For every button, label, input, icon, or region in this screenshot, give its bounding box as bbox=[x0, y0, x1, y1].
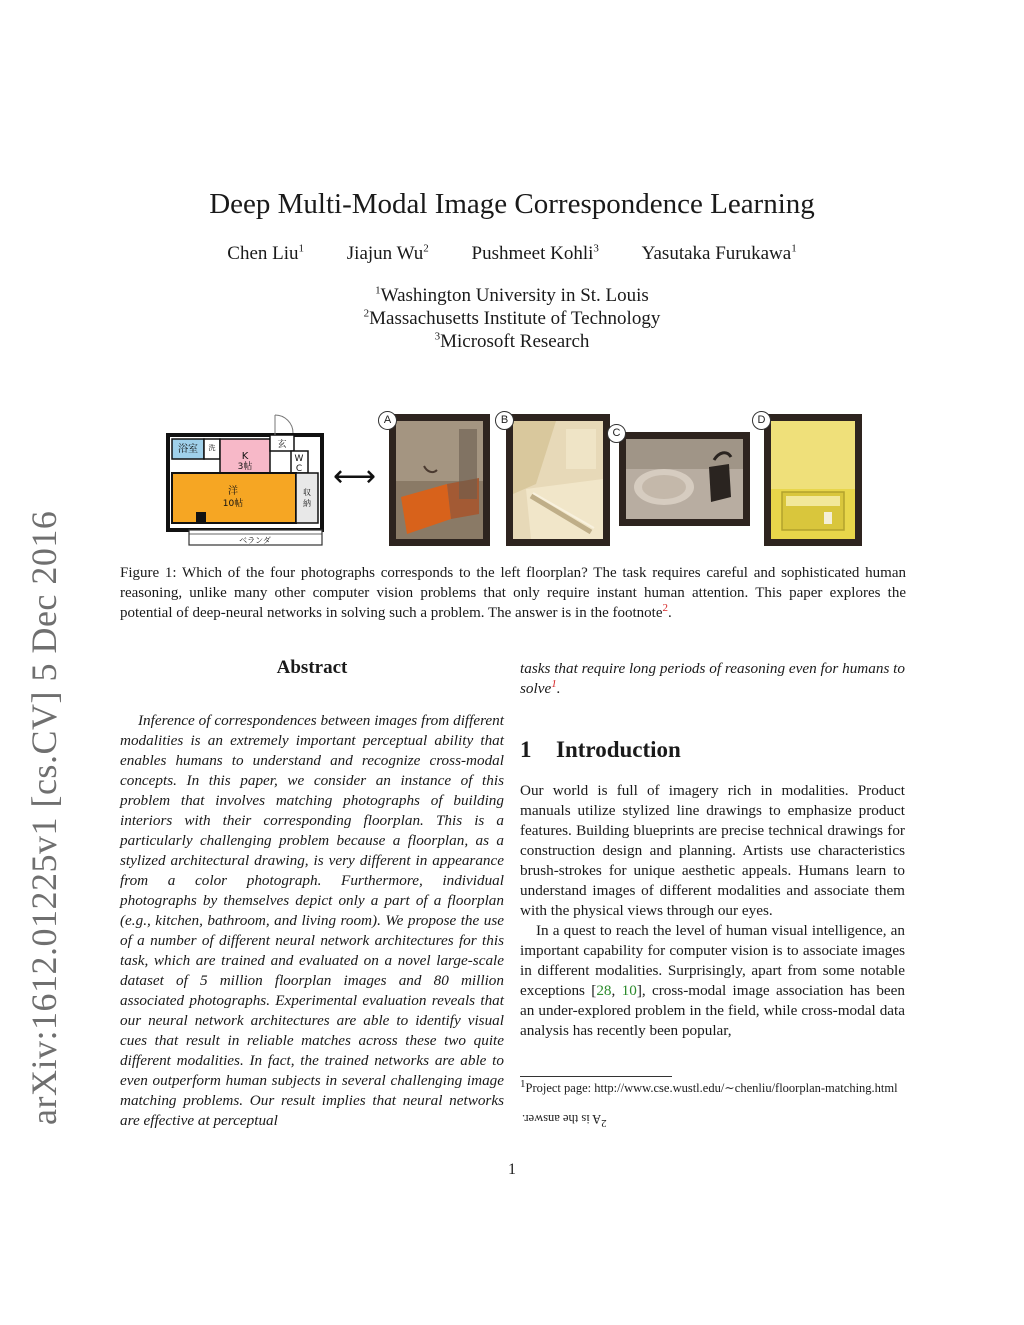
abstract-continuation: tasks that require long periods of reasoning even for humans to solve$^1$. bbox=[520, 660, 905, 697]
figure-1 bbox=[120, 400, 910, 560]
affiliation: $^1$Washington University in St. Louis bbox=[375, 284, 649, 306]
floorplan-label: 浴室 bbox=[178, 444, 198, 455]
affiliation: $^3$Microsoft Research bbox=[434, 330, 590, 352]
figure-caption: Figure 1: Which of the four photographs corresponds to the left floorplan? The task requires careful and sophisticated human reasoning, unlike many other computer vision problems that only require instant human attention. This paper explores the potential of deep-neural networks in solving such a problem. The answer is in the footnote$^2$. bbox=[120, 565, 906, 621]
footnote-divider bbox=[520, 1076, 672, 1077]
floorplan-label: 洋 bbox=[228, 486, 238, 497]
abstract-text: Inference of correspondences between images from different modalities is an extremely important perceptual ability that enables humans to understand and recognize cross-modal concepts. In this paper, we consider an instance of this problem that involves matching photographs of building interiors with their corresponding floorplan. This is a particularly challenging problem because a floorplan, as a stylized architectural drawing, is very different in appearance from a color photograph. Furthermore, individual photographs by themselves depict only a part of a floorplan (e.g., kitchen, bathroom, and living room). We propose the use of a number of different neural network architectures for this task, which are trained and evaluated on a novel large-scale dataset of 5 million floorplan images and 80 million associated photographs. Experimental evaluation reveals that our neural network architectures are able to identify visual cues that result in reliable matches across these two quite different modalities. In fact, the trained networks are able to even outperform human subjects in several challenging image matching problems. Our result implies that neural networks are effective at perceptual bbox=[120, 712, 504, 1129]
floorplan-label: 3帖 bbox=[237, 462, 253, 472]
paper-title: Deep Multi-Modal Image Correspondence Learning bbox=[209, 188, 815, 220]
affiliations bbox=[0, 284, 1024, 353]
floorplan-label: 収 bbox=[303, 488, 311, 497]
section-heading: 1 Introduction bbox=[520, 737, 681, 762]
photo-label-b: B bbox=[495, 411, 514, 430]
footnote-1: $^1$Project page: http://www.cse.wustl.edu/∼chenliu/floorplan-matching.html bbox=[520, 1077, 898, 1095]
photo-label-a: A bbox=[378, 411, 397, 430]
photo-c bbox=[619, 432, 750, 526]
floorplan-label: C bbox=[295, 464, 303, 474]
floorplan-label: 洗 bbox=[208, 444, 216, 452]
photo-b bbox=[506, 414, 610, 546]
author: Yasutaka Furukawa$^1$ bbox=[641, 242, 797, 264]
author: Pushmeet Kohli$^3$ bbox=[471, 242, 599, 264]
citation-link[interactable]: 10 bbox=[621, 982, 637, 999]
floorplan-label: K bbox=[241, 451, 249, 462]
photo-label-c: C bbox=[607, 424, 626, 443]
floorplan-label: W bbox=[294, 454, 304, 464]
photo-label-d: D bbox=[752, 411, 771, 430]
paragraph: In a quest to reach the level of human visual intelligence, an important capability for computer vision is to associate images in different modalities. Surprisingly, apart from some notable exceptions [28, 10], cross-modal image association has been an under-explored problem in the field, while cross-modal data analysis has recently been popular, bbox=[520, 922, 906, 1039]
footnote-ref[interactable]: 1 bbox=[551, 677, 557, 690]
floorplan-label: ベランダ bbox=[239, 536, 271, 545]
author: Jiajun Wu$^2$ bbox=[346, 242, 429, 264]
photo-d bbox=[764, 414, 862, 546]
paragraph: Our world is full of imagery rich in modalities. Product manuals utilize stylized line drawings to emphasize product features. Building blueprints are precise technical drawings for construction design and planning. Artists use characteristics brush-strokes for unique aesthetic appeals. Humans learn to understand images of different modalities and associate them with the physical views through our eyes. bbox=[520, 782, 905, 919]
page-number: 1 bbox=[508, 1161, 516, 1178]
arxiv-identifier: arXiv:1612.01225v1 [cs.CV] 5 Dec 2016 bbox=[24, 510, 64, 1125]
floorplan-label: 玄 bbox=[277, 440, 287, 450]
introduction-body bbox=[520, 781, 905, 1041]
double-arrow-icon: ⟷ bbox=[333, 459, 377, 494]
author-list bbox=[0, 243, 1024, 265]
citation-link[interactable]: 28 bbox=[596, 982, 612, 999]
author: Chen Liu$^1$ bbox=[227, 242, 305, 264]
photo-a bbox=[389, 414, 490, 546]
floorplan-label: 10帖 bbox=[222, 499, 244, 509]
affiliation: $^2$Massachusetts Institute of Technology bbox=[363, 307, 661, 329]
footnote-ref[interactable]: 2 bbox=[662, 602, 669, 614]
floorplan-label: 納 bbox=[303, 499, 311, 508]
abstract-heading: Abstract bbox=[276, 657, 348, 678]
footnote-2-upside-down: $^2$A is the answer. bbox=[522, 1112, 607, 1130]
